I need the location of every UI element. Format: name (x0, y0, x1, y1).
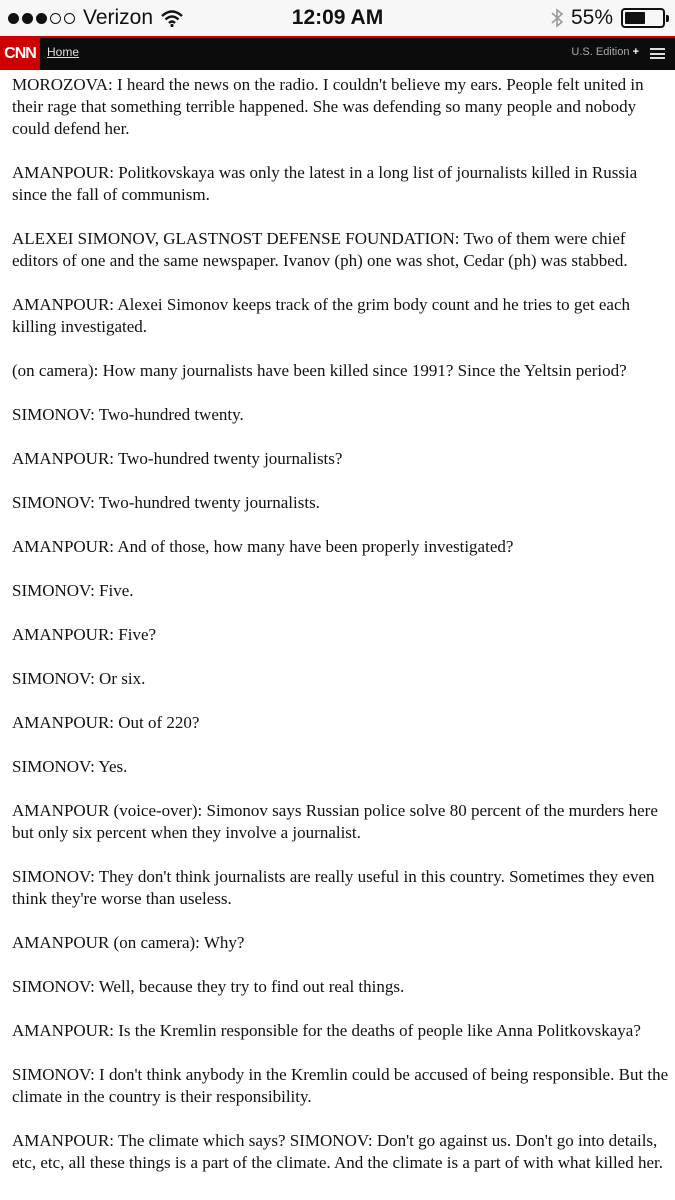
status-right (551, 6, 665, 30)
transcript-paragraph: SIMONOV: They don't think journalists are really useful in this country. Sometimes they even think they're worse than useless. (12, 867, 655, 908)
transcript-paragraph: (on camera): How many journalists have been killed since 1991? Since the Yeltsin period? (12, 361, 627, 380)
hamburger-menu-icon[interactable] (650, 48, 665, 59)
transcript-paragraph: ALEXEI SIMONOV, GLASTNOST DEFENSE FOUNDATION: Two of them were chief editors of one and the same newspaper. Ivanov (ph) one was shot, Cedar (ph) was stabbed. (12, 229, 628, 270)
transcript-paragraph: SIMONOV: I don't think anybody in the Kremlin could be accused of being responsible. But the climate in the country is their responsibility. (12, 1065, 669, 1106)
transcript-paragraph: SIMONOV: Two-hundred twenty. (12, 405, 244, 424)
battery-level (625, 12, 645, 24)
transcript-paragraph: AMANPOUR: Alexei Simonov keeps track of the grim body count and he tries to get each killing investigated. (12, 295, 631, 336)
edition-label: U.S. Edition (571, 46, 630, 58)
transcript-paragraph: SIMONOV: Yes. (12, 757, 128, 776)
battery-percent: 55% (570, 6, 613, 29)
transcript-paragraph: AMANPOUR (on camera): Why? (12, 933, 245, 952)
transcript-paragraph: SIMONOV: Or six. (12, 669, 146, 688)
status-bar (0, 0, 675, 36)
transcript-paragraph: AMANPOUR: Is the Kremlin responsible for the deaths of people like Anna Politkovskaya? (12, 1021, 641, 1040)
home-link[interactable]: Home (47, 45, 80, 59)
edition-selector[interactable] (571, 46, 639, 58)
transcript-paragraph: MOROZOVA: I heard the news on the radio. I couldn't believe my ears. People felt united in their rage that something terrible happened. She was defending so many people and nobody could defend her. (12, 75, 644, 138)
site-header (0, 36, 675, 70)
edition-plus-icon: + (632, 46, 639, 58)
clock: 12:09 AM (291, 6, 384, 29)
transcript-paragraph: AMANPOUR: The climate which says? SIMONOV: Don't go against us. Don't go into details, etc, etc, all these things is a part of the climate. And the climate is a part of with what killed her. (12, 1131, 663, 1172)
cnn-logo[interactable]: CNN (0, 38, 40, 70)
transcript-paragraph: AMANPOUR: Five? (12, 625, 157, 644)
transcript-paragraph: AMANPOUR: Politkovskaya was only the latest in a long list of journalists killed in Russia since the fall of communism. (12, 163, 638, 204)
transcript-paragraph: AMANPOUR: And of those, how many have been properly investigated? (12, 537, 514, 556)
transcript-paragraph: SIMONOV: Two-hundred twenty journalists. (12, 493, 320, 512)
transcript-paragraph: AMANPOUR: Two-hundred twenty journalists? (12, 449, 343, 468)
transcript-paragraph: AMANPOUR (voice-over): Simonov says Russian police solve 80 percent of the murders here but only six percent when they involve a journalist. (12, 801, 658, 842)
transcript-paragraph: AMANPOUR: Out of 220? (12, 713, 200, 732)
transcript-paragraph: SIMONOV: Five. (12, 581, 134, 600)
carrier-name: Verizon (83, 6, 154, 29)
transcript-body (12, 70, 675, 1200)
transcript-paragraph: SIMONOV: Well, because they try to find out real things. (12, 977, 405, 996)
battery-icon (621, 8, 665, 28)
bluetooth-icon (551, 8, 563, 28)
